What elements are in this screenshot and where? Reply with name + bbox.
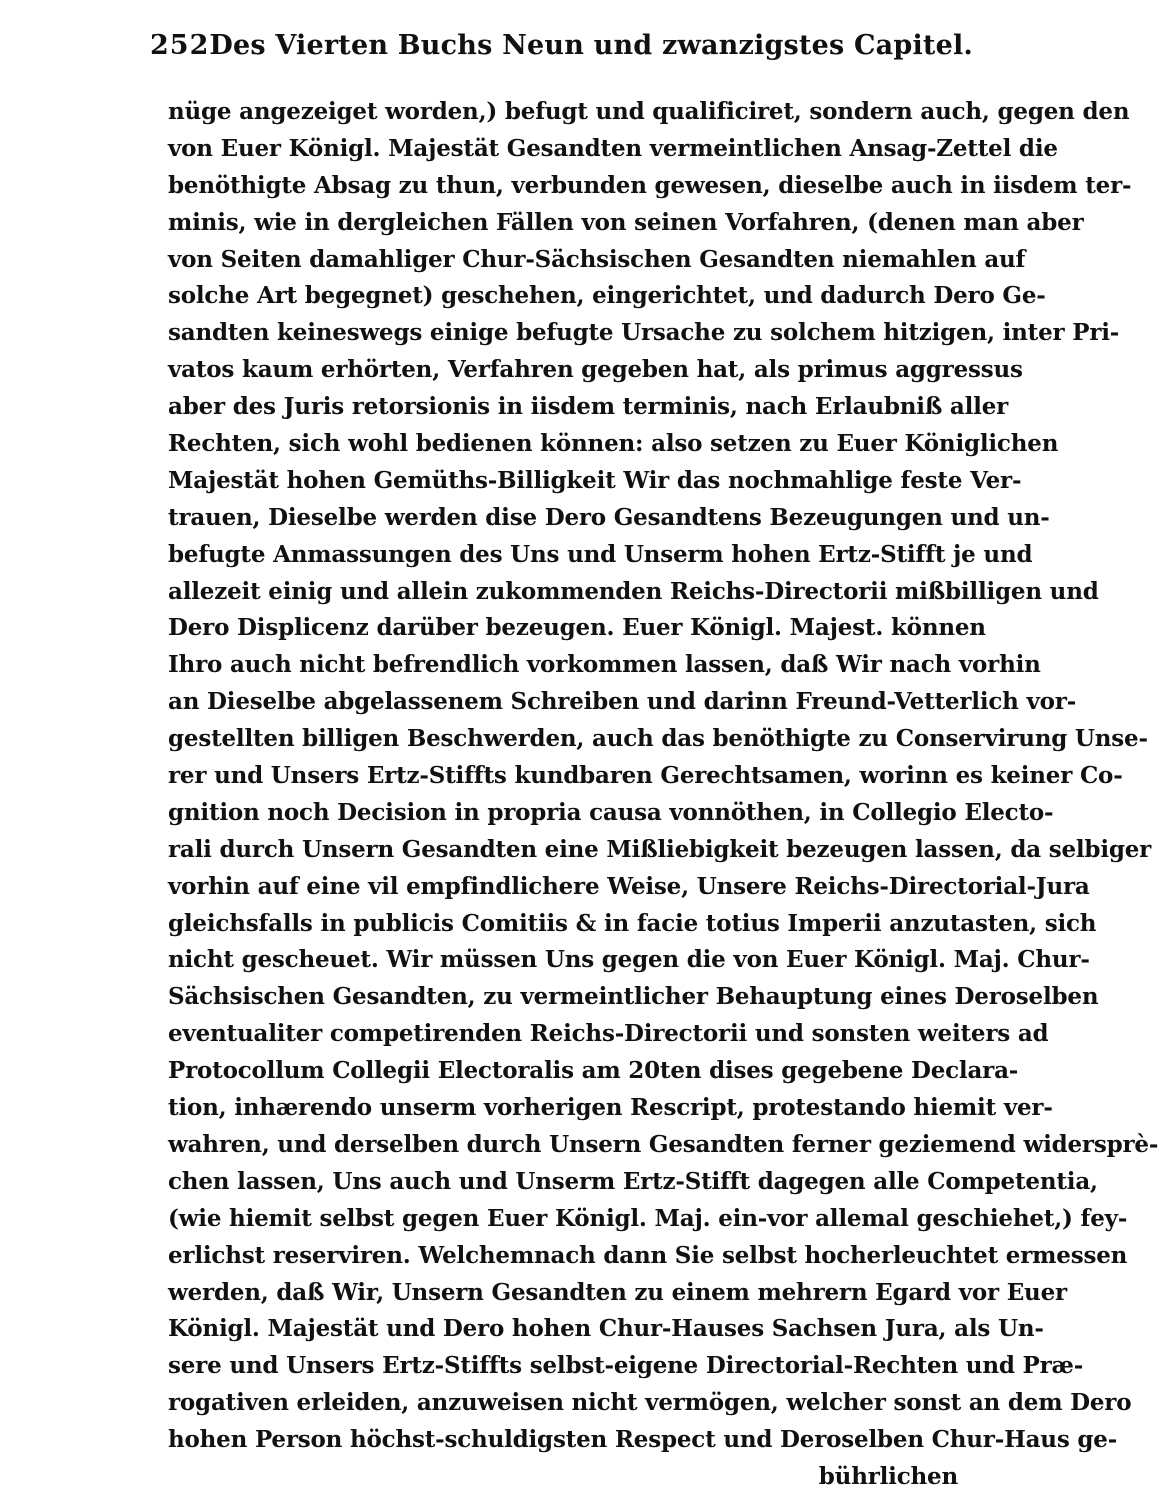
text-line: erlichst reserviren. Welchemnach dann Sie selbst hocherleuchtet ermessen (168, 1241, 1128, 1269)
text-line: eventualiter competirenden Reichs-Directorii und sonsten weiters ad (168, 1020, 1049, 1048)
text-line: vorhin auf eine vil empfindlichere Weise, Unsere Reichs-Directorial-Jura (168, 872, 1090, 900)
text-line: Rechten, sich wohl bedienen können: also setzen zu Euer Königlichen (168, 430, 1059, 458)
text-line: von Euer Königl. Majestät Gesandten vermeintlichen Ansag-Zettel die (168, 134, 1058, 162)
text-line: rer und Unsers Ertz-Stiffts kundbaren Gerechtsamen, worinn es keiner Co- (168, 762, 1123, 790)
page-number: 252 (150, 30, 210, 61)
text-line: benöthigte Absag zu thun, verbunden gewesen, dieselbe auch in iisdem ter- (168, 171, 1132, 199)
body-text (168, 94, 1158, 1496)
text-line: nicht gescheuet. Wir müssen Uns gegen die von Euer Königl. Maj. Chur- (168, 946, 1090, 974)
text-line: sandten keineswegs einige befugte Ursache zu solchem hitzigen, inter Pri- (168, 319, 1120, 347)
text-line: chen lassen, Uns auch und Unserm Ertz-Stifft dagegen alle Competentia, (168, 1167, 1098, 1195)
text-line: werden, daß Wir, Unsern Gesandten zu einem mehrern Egard vor Euer (168, 1278, 1067, 1306)
text-line: sere und Unsers Ertz-Stiffts selbst-eigene Directorial-Rechten und Præ- (168, 1352, 1084, 1380)
text-line: rali durch Unsern Gesandten eine Mißliebigkeit bezeugen lassen, da selbiger (168, 835, 1152, 863)
text-line: Majestät hohen Gemüths-Billigkeit Wir das nochmahlige feste Ver- (168, 466, 1022, 494)
page-header (150, 30, 974, 76)
text-line: (wie hiemit selbst gegen Euer Königl. Maj. ein-vor allemal geschiehet,) fey- (168, 1204, 1128, 1232)
text-line: minis, wie in dergleichen Fällen von seinen Vorfahren, (denen man aber (168, 208, 1084, 236)
text-line: gleichsfalls in publicis Comitiis & in facie totius Imperii anzutasten, sich (168, 909, 1097, 937)
running-head: Des Vierten Buchs Neun und zwanzigstes Capitel. (209, 30, 974, 61)
text-line: Protocollum Collegii Electoralis am 20ten dises gegebene Declara- (168, 1057, 1019, 1085)
text-line: gestellten billigen Beschwerden, auch das benöthigte zu Conservirung Unse- (168, 725, 1148, 753)
text-line: rogativen erleiden, anzuweisen nicht vermögen, welcher sonst an dem Dero (168, 1389, 1132, 1417)
text-line: vatos kaum erhörten, Verfahren gegeben hat, als primus aggressus (168, 356, 1023, 384)
text-line: an Dieselbe abgelassenem Schreiben und darinn Freund-Vetterlich vor- (168, 688, 1077, 716)
text-line: trauen, Dieselbe werden dise Dero Gesandtens Bezeugungen und un- (168, 503, 1050, 531)
text-line: Königl. Majestät und Dero hohen Chur-Hauses Sachsen Jura, als Un- (168, 1315, 1044, 1343)
text-line: nüge angezeiget worden,) befugt und qualificiret, sondern auch, gegen den (168, 98, 1130, 125)
text-line: gnition noch Decision in propria causa vonnöthen, in Collegio Electo- (168, 798, 1054, 826)
text-line: allezeit einig und allein zukommenden Reichs-Directorii mißbilligen und (168, 577, 1099, 605)
catchword: bührlichen (818, 1462, 958, 1490)
text-line: hohen Person höchst-schuldigsten Respect und Deroselben Chur-Haus ge- (168, 1426, 1118, 1454)
text-line: wahren, und derselben durch Unsern Gesandten ferner geziemend widersprè- (168, 1130, 1158, 1158)
text-line: Sächsischen Gesandten, zu vermeintlicher Behauptung eines Deroselben (168, 983, 1099, 1011)
text-line: Ihro auch nicht befrendlich vorkommen lassen, daß Wir nach vorhin (168, 651, 1041, 679)
text-line: aber des Juris retorsionis in iisdem terminis, nach Erlaubniß aller (168, 393, 1009, 421)
text-line: tion, inhærendo unserm vorherigen Rescript, protestando hiemit ver- (168, 1094, 1053, 1122)
text-line: Dero Displicenz darüber bezeugen. Euer Königl. Majest. können (168, 614, 986, 642)
text-line: solche Art begegnet) geschehen, eingerichtet, und dadurch Dero Ge- (168, 282, 1046, 310)
text-line: von Seiten damahliger Chur-Sächsischen Gesandten niemahlen auf (168, 245, 1026, 273)
text-line: befugte Anmassungen des Uns und Unserm hohen Ertz-Stifft je und (168, 540, 1033, 568)
